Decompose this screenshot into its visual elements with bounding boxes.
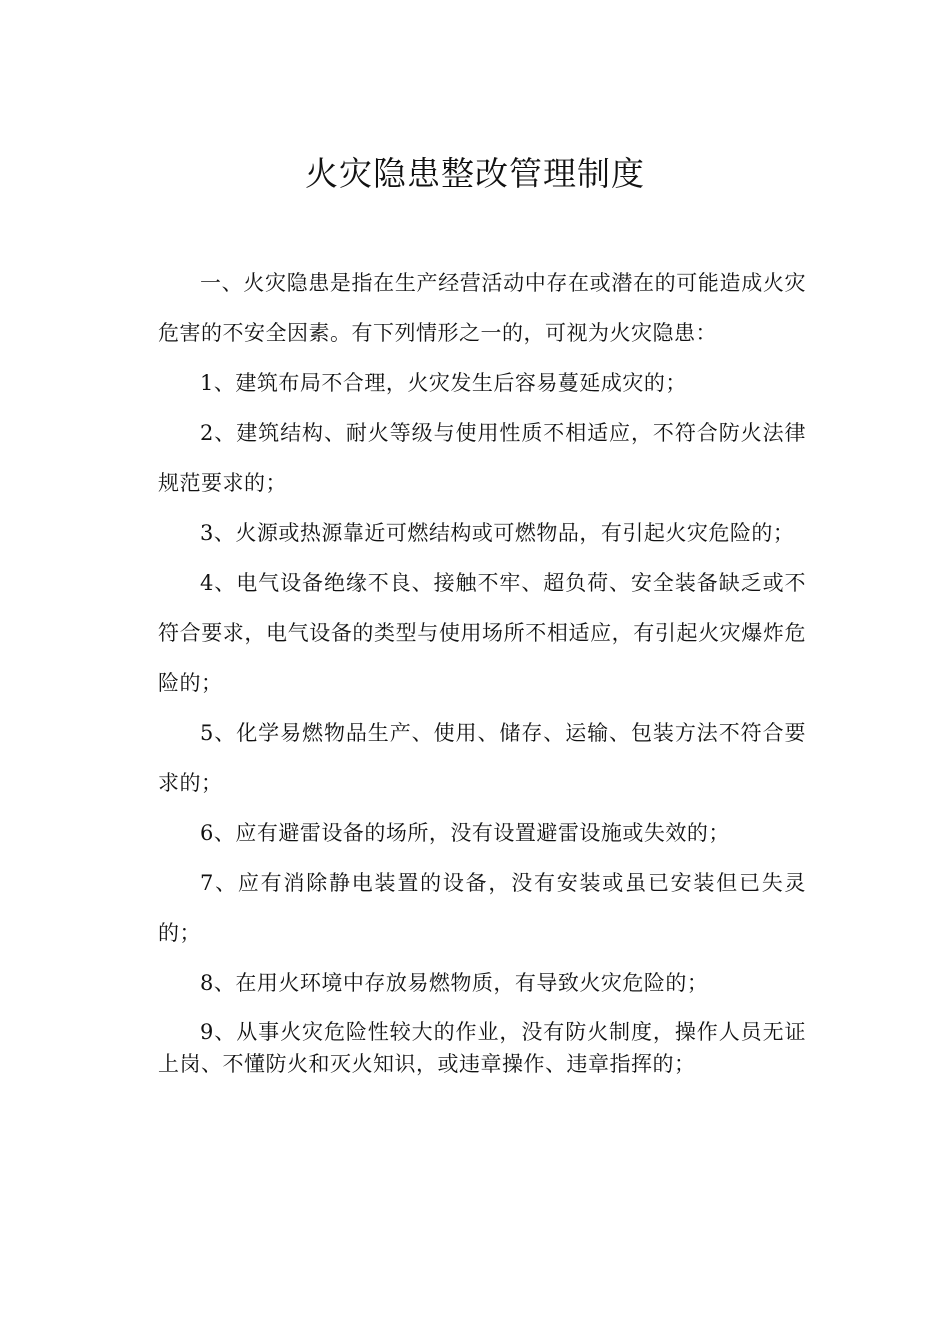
paragraph-item-5: 5、化学易燃物品生产、使用、储存、运输、包装方法不符合要求的； bbox=[158, 721, 806, 795]
paragraph-item-7: 7、应有消除静电装置的设备，没有安装或虽已安装但已失灵的； bbox=[158, 871, 806, 945]
document-body bbox=[158, 258, 806, 1080]
paragraph-item-9: 9、从事火灾危险性较大的作业，没有防火制度，操作人员无证上岗、不懂防火和灭火知识，或违章操作、违章指挥的； bbox=[158, 1020, 806, 1076]
paragraph-item-3: 3、火源或热源靠近可燃结构或可燃物品，有引起火灾危险的； bbox=[200, 521, 795, 545]
document-title: 火灾隐患整改管理制度 bbox=[305, 154, 645, 193]
paragraph-item-1: 1、建筑布局不合理，火灾发生后容易蔓延成灾的； bbox=[200, 371, 687, 395]
paragraph-item-4: 4、电气设备绝缘不良、接触不牢、超负荷、安全装备缺乏或不符合要求，电气设备的类型与使用场所不相适应，有引起火灾爆炸危险的； bbox=[158, 571, 806, 695]
paragraph-intro: 一、火灾隐患是指在生产经营活动中存在或潜在的可能造成火灾危害的不安全因素。有下列情形之一的，可视为火灾隐患： bbox=[158, 271, 806, 345]
paragraph-item-2: 2、建筑结构、耐火等级与使用性质不相适应，不符合防火法律规范要求的； bbox=[158, 421, 806, 495]
paragraph-item-6: 6、应有避雷设备的场所，没有设置避雷设施或失效的； bbox=[200, 821, 730, 845]
paragraph-item-8: 8、在用火环境中存放易燃物质，有导致火灾危险的； bbox=[200, 971, 709, 995]
